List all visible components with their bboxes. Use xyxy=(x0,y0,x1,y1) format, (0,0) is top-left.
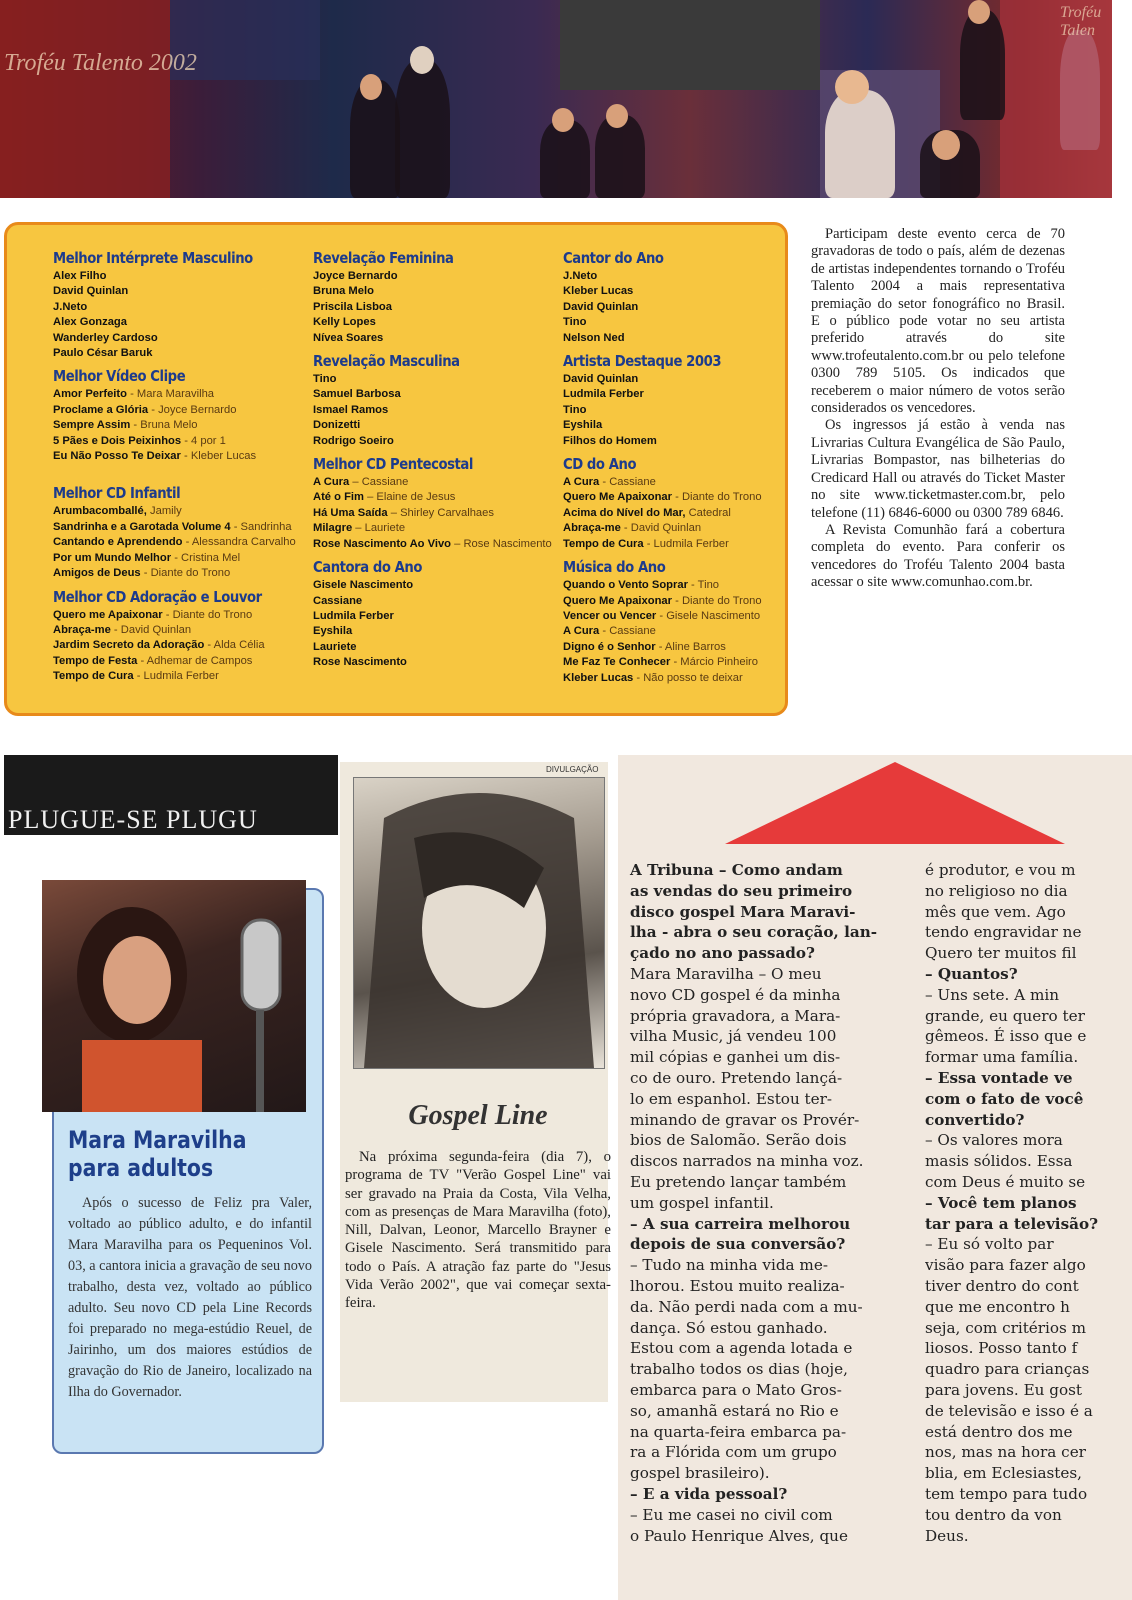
nominee-artist: - Diante do Trono xyxy=(140,567,231,580)
nominee-title: Alex Gonzaga xyxy=(53,316,127,329)
nominee-item xyxy=(313,434,552,449)
nominee-item xyxy=(53,269,296,284)
interview-question-line: as vendas do seu primeiro xyxy=(630,881,853,900)
plugue-se-paragraph: Após o sucesso de Feliz pra Valer, voltado ao público adulto, e do infantil Mara Maravilha para os Pequeninos Vol. 03, a cantora inicia a gravação de seu novo trabalho, desta vez, voltado ao público adulto. Seu novo CD pela Line Records foi preparado no mega-estúdio Reuel, de Jairinho, um dos maiores estúdios de gravação do Rio de Janeiro, localizado na Ilha do Governador. xyxy=(68,1195,312,1400)
nominee-title: Lauriete xyxy=(313,640,357,653)
nominee-item xyxy=(53,449,296,464)
nominee-title: Filhos do Homem xyxy=(563,434,657,447)
nominee-title: Proclame a Glória xyxy=(53,403,149,416)
nominee-title: Jardim Secreto da Adoração xyxy=(53,639,205,652)
nominee-artist: - David Quinlan xyxy=(110,623,192,636)
nominee-item xyxy=(53,387,296,402)
gospel-line-title: Gospel Line xyxy=(408,1100,548,1131)
nominee-item xyxy=(313,624,552,639)
nominee-item xyxy=(563,475,762,490)
nominee-title: Priscila Lisboa xyxy=(313,300,392,313)
interview-answer-line: – Uns sete. A min xyxy=(925,985,1059,1004)
nominee-item xyxy=(53,331,296,346)
award-category-title: Cantor do Ano xyxy=(563,249,664,267)
award-category-title: Artista Destaque 2003 xyxy=(563,352,722,371)
nominee-title: Rodrigo Soeiro xyxy=(313,434,394,447)
nominee-item xyxy=(563,594,762,609)
nominee-artist: - Cassiane xyxy=(599,476,656,489)
nominee-item xyxy=(563,490,762,505)
interview-question-line: – E a vida pessoal? xyxy=(630,1484,788,1503)
interview-answer-line: embarca para o Mato Gros- xyxy=(630,1380,842,1399)
nominee-title: Tino xyxy=(563,316,587,329)
nominee-title: Tempo de Cura xyxy=(563,537,644,550)
nominee-item xyxy=(53,535,296,550)
interview-question-line: depois de sua conversão? xyxy=(630,1235,846,1254)
nominee-item xyxy=(53,520,296,535)
nominee-title: Kleber Lucas xyxy=(563,671,634,684)
nominee-item xyxy=(563,269,762,284)
nominee-title: Amigos de Deus xyxy=(53,567,141,580)
interview-column-1 xyxy=(630,860,908,1546)
interview-answer-line: mil cópias e ganhei um dis- xyxy=(630,1048,841,1067)
nominee-item xyxy=(563,506,762,521)
spacer xyxy=(53,464,296,478)
interview-answer-line: tiver dentro do cont xyxy=(925,1276,1079,1295)
interview-answer-line: lhorou. Estou muito realiza- xyxy=(630,1276,845,1295)
nominee-item xyxy=(313,640,552,655)
interview-answer-line: com Deus é muito se xyxy=(925,1172,1086,1191)
interview-answer-line: discos narrados na minha voz. xyxy=(630,1152,864,1171)
nominee-item xyxy=(563,387,762,402)
nominee-item xyxy=(313,521,552,536)
event-article-text xyxy=(811,226,1065,592)
award-category-title: Melhor CD Pentecostal xyxy=(313,455,473,474)
nominee-item xyxy=(563,609,762,624)
nominee-title: Abraça-me xyxy=(53,623,111,636)
nominee-title: Amor Perfeito xyxy=(53,388,127,401)
nominee-item xyxy=(563,300,762,315)
nominee-title: Cantando e Aprendendo xyxy=(53,536,183,549)
nominee-item xyxy=(313,269,552,284)
nominee-artist: - Cristina Mel xyxy=(171,551,241,564)
nominee-title: David Quinlan xyxy=(563,373,639,386)
interview-answer-line: – Eu só volto par xyxy=(925,1235,1054,1254)
nominee-item xyxy=(313,331,552,346)
nominee-item xyxy=(53,623,296,638)
nominee-item xyxy=(563,578,762,593)
nominee-title: Bruna Melo xyxy=(313,285,374,298)
interview-answer-line: Quero ter muitos fil xyxy=(925,944,1077,963)
nominee-item xyxy=(313,418,552,433)
nominee-artist: Jamily xyxy=(146,505,182,518)
nominee-title: 5 Pães e Dois Peixinhos xyxy=(53,434,182,447)
interview-question-line: tar para a televisão? xyxy=(925,1214,1098,1233)
nominee-artist: - Alessandra Carvalho xyxy=(182,536,296,549)
nominee-title: Rose Nascimento xyxy=(313,656,407,669)
nominee-item xyxy=(313,609,552,624)
award-category-title: Cantora do Ano xyxy=(313,558,423,577)
interview-answer-line: – Tudo na minha vida me- xyxy=(630,1256,828,1275)
nominee-artist: - Bruna Melo xyxy=(130,419,198,432)
interview-answer-line: da. Não perdi nada com a mu- xyxy=(630,1297,863,1316)
nominee-item xyxy=(313,490,552,505)
nominee-title: A Cura xyxy=(563,625,600,638)
nominee-item xyxy=(53,669,296,684)
nominee-title: David Quinlan xyxy=(53,285,129,298)
nominee-item xyxy=(563,284,762,299)
nominee-artist: - Joyce Bernardo xyxy=(148,403,237,416)
article-paragraph: Participam deste evento cerca de 70 gravadoras de todo o país, além de dezenas de artistas independentes tornando o Troféu Talento 2004 a mais representativa premiação do setor fonográfico no Brasil. E o público pode votar no seu artista preferido através do site www.trofeutalento.com.br ou pelo telefone 0300 789 5105. Os indicados que receberem o maior número de votos serão considerados os vencedores. xyxy=(811,226,1065,417)
nominee-title: Cassiane xyxy=(313,594,363,607)
nominee-title: Joyce Bernardo xyxy=(313,270,398,282)
nominee-title: Alex Filho xyxy=(53,270,107,282)
nominee-title: Milagre xyxy=(313,522,353,535)
nominee-artist: - Mara Maravilha xyxy=(126,388,215,401)
nominee-item xyxy=(53,434,296,449)
nominee-artist: – Cassiane xyxy=(349,476,409,489)
nominee-item xyxy=(53,504,296,519)
interview-answer-line: grande, eu quero ter xyxy=(925,1006,1085,1025)
nominee-title: Abraça-me xyxy=(563,522,621,535)
nominee-title: Eyshila xyxy=(563,419,603,432)
nominee-item xyxy=(53,638,296,653)
nominee-artist: - Gisele Nascimento xyxy=(656,609,761,622)
interview-column-2 xyxy=(925,860,1132,1600)
nominee-item xyxy=(53,300,296,315)
interview-answer-line: trabalho todos os dias (hoje, xyxy=(630,1360,848,1379)
nominee-item xyxy=(563,315,762,330)
award-category-title: CD do Ano xyxy=(563,455,637,474)
nominee-title: Há Uma Saída xyxy=(313,506,388,519)
nominee-title: Quero me Apaixonar xyxy=(53,608,163,621)
nominee-artist: - David Quinlan xyxy=(620,522,702,535)
interview-answer-line: nos, mas na hora cer xyxy=(925,1443,1086,1462)
nominee-item xyxy=(563,372,762,387)
nominee-item xyxy=(313,594,552,609)
plugue-se-header-text: PLUGUE-SE PLUGU xyxy=(8,805,258,834)
interview-answer-line: é produtor, e vou m xyxy=(925,861,1076,879)
nominee-artist: - Aline Barros xyxy=(655,640,726,653)
award-category-title: Revelação Masculina xyxy=(313,352,460,371)
interview-question-line: A Tribuna – Como andam xyxy=(630,861,843,879)
nominee-item xyxy=(313,387,552,402)
nominee-title: Sandrinha e a Garotada Volume 4 xyxy=(53,520,231,533)
award-category-title: Música do Ano xyxy=(563,558,666,577)
nominee-title: Tempo de Festa xyxy=(53,654,138,667)
nominee-artist: - Não posso te deixar xyxy=(633,671,743,684)
interview-answer-line: seja, com critérios m xyxy=(925,1318,1087,1337)
nominee-item xyxy=(563,624,762,639)
interview-answer-line: minando de gravar os Provér- xyxy=(630,1110,860,1129)
nominee-artist: – Lauriete xyxy=(352,522,406,535)
interview-question-line: – Você tem planos xyxy=(925,1193,1077,1212)
award-category-title: Revelação Feminina xyxy=(313,249,454,267)
interview-answer-line: um gospel infantil. xyxy=(630,1193,774,1212)
interview-answer-line: novo CD gospel é da minha xyxy=(630,985,841,1004)
event-photo-banner xyxy=(0,0,1112,198)
award-category-title: Melhor CD Adoração e Louvor xyxy=(53,587,262,606)
nominee-item xyxy=(563,418,762,433)
nominee-artist: - Kleber Lucas xyxy=(180,450,257,463)
interview-answer-line: – Os valores mora xyxy=(925,1131,1063,1150)
nominee-title: Quero Me Apaixonar xyxy=(563,594,672,607)
nominee-item xyxy=(53,315,296,330)
nominee-title: Ludmila Ferber xyxy=(563,388,644,401)
nominee-item xyxy=(313,655,552,670)
interview-answer-line: própria gravadora, a Mara- xyxy=(630,1006,841,1025)
award-category-title: Melhor Intérprete Masculino xyxy=(53,249,253,267)
nominee-item xyxy=(563,434,762,449)
nominee-item xyxy=(563,537,762,552)
nominee-title: J.Neto xyxy=(563,270,598,282)
nominee-artist: - Diante do Trono xyxy=(672,594,762,607)
mara-maravilha-studio-photo xyxy=(42,880,306,1112)
nominee-item xyxy=(563,403,762,418)
nominee-artist: - 4 por 1 xyxy=(181,434,226,447)
nominee-artist: - Cassiane xyxy=(599,625,656,638)
nominee-title: Nívea Soares xyxy=(313,331,384,344)
nominee-title: Quero Me Apaixonar xyxy=(563,491,672,504)
interview-answer-line: tendo engravidar ne xyxy=(925,923,1082,942)
nominee-title: Kelly Lopes xyxy=(313,316,376,329)
nominee-title: Samuel Barbosa xyxy=(313,388,401,401)
nominee-title: Sempre Assim xyxy=(53,419,131,432)
interview-answer-line: masis sólidos. Essa xyxy=(925,1152,1073,1171)
awards-column-2 xyxy=(313,249,552,671)
nominee-title: Nelson Ned xyxy=(563,331,625,344)
plugue-se-title: Mara Maravilha para adultos xyxy=(68,1126,247,1182)
interview-answer-line: vilha Music, já vendeu 100 xyxy=(630,1027,837,1046)
interview-answer-line: na quarta-feira embarca pa- xyxy=(630,1422,847,1441)
nominee-title: David Quinlan xyxy=(563,300,639,313)
nominee-title: Vencer ou Vencer xyxy=(563,609,657,622)
interview-answer-line: de televisão e isso é a xyxy=(925,1401,1093,1420)
nominee-item xyxy=(313,578,552,593)
interview-question-line: com o fato de você xyxy=(925,1089,1084,1108)
nominee-artist: - Sandrinha xyxy=(230,520,292,533)
article-paragraph: A Revista Comunhão fará a cobertura completa do evento. Para conferir os vencedores do Troféu Talento 2004 basta acessar o site www.comunhao.com.br. xyxy=(811,521,1065,591)
nominee-artist: - Diante do Trono xyxy=(162,608,253,621)
nominee-item xyxy=(313,315,552,330)
portrait-illustration xyxy=(354,778,604,1068)
nominee-title: Tino xyxy=(313,373,337,386)
red-triangle-ornament xyxy=(725,762,1065,844)
nominee-artist: - Márcio Pinheiro xyxy=(670,656,759,669)
nominee-item xyxy=(313,300,552,315)
nominee-artist: - Tino xyxy=(687,579,720,592)
nominee-title: Quando o Vento Soprar xyxy=(563,579,688,592)
interview-question-line: çado no ano passado? xyxy=(630,944,815,963)
nominee-item xyxy=(53,284,296,299)
nominee-title: Digno é o Senhor xyxy=(563,640,656,653)
interview-answer-line: gospel brasileiro). xyxy=(630,1464,770,1483)
interview-question-line: – Essa vontade ve xyxy=(925,1068,1073,1087)
interview-answer-line: que me encontro h xyxy=(925,1297,1070,1316)
interview-answer-line: ra a Flórida com um grupo xyxy=(630,1443,837,1462)
nominee-artist: – Rose Nascimento xyxy=(451,537,552,550)
nominee-title: Acima do Nível do Mar, xyxy=(563,506,686,519)
interview-answer-line: o Paulo Henrique Alves, que xyxy=(630,1526,848,1545)
nominee-title: Eu Não Posso Te Deixar xyxy=(53,450,181,463)
interview-answer-line: bios de Salomão. Serão dois xyxy=(630,1131,847,1150)
nominee-title: Wanderley Cardoso xyxy=(53,331,158,344)
nominee-artist: - Ludmila Ferber xyxy=(643,537,729,550)
nominee-title: Rose Nascimento Ao Vivo xyxy=(313,537,452,550)
plugue-se-body xyxy=(68,1193,312,1403)
interview-answer-line: – Eu me casei no civil com xyxy=(630,1505,833,1524)
interview-answer-line: Eu pretendo lançar também xyxy=(630,1172,847,1191)
nominee-title: Tino xyxy=(563,403,587,416)
nominee-artist: - Ludmila Ferber xyxy=(133,670,219,683)
interview-answer-line: co de ouro. Pretendo lançá- xyxy=(630,1068,843,1087)
interview-answer-line: lo em espanhol. Estou ter- xyxy=(630,1089,833,1108)
nominee-title: Gisele Nascimento xyxy=(313,579,414,592)
awards-column-1 xyxy=(53,249,296,685)
nominee-title: Por um Mundo Melhor xyxy=(53,551,172,564)
nominee-item xyxy=(563,655,762,670)
mara-maravilha-portrait-photo xyxy=(353,777,605,1069)
nominee-item xyxy=(313,475,552,490)
interview-answer-line: liosos. Posso tanto f xyxy=(925,1339,1078,1358)
gospel-line-paragraph: Na próxima segunda-feira (dia 7), o programa de TV "Verão Gospel Line" vai ser gravado na Praia da Costa, Vila Velha, com as presenças de Mara Maravilha (foto), Nill, Dalvan, Leonor, Marcello Brayner e Gisele Nascimento. Será transmitido para todo o País. A atração faz parte do "Jesus Vida Verão 2002", que vai começar sexta-feira. xyxy=(345,1149,611,1312)
award-category-title: Melhor Vídeo Clipe xyxy=(53,367,186,386)
interview-answer-line: está dentro dos me xyxy=(925,1422,1073,1441)
interview-answer-line: blia, em Eclesiastes, xyxy=(925,1464,1083,1483)
article-paragraph: Os ingressos já estão à venda nas Livrarias Cultura Evangélica de São Paulo, Livrarias Bompastor, nas bilheterias do Credicard Hall ou através do Ticket Master no site www.ticketmaster.com.br, pelo telefone (11) 6846-6000 ou 0300 789 6846. xyxy=(811,417,1065,521)
interview-question-line: lha - abra o seu coração, lan- xyxy=(630,923,878,942)
interview-answer-line: gêmeos. É isso que e xyxy=(925,1027,1087,1046)
interview-answer-line: Estou com a agenda lotada e xyxy=(630,1339,853,1358)
nominee-item xyxy=(53,418,296,433)
nominee-artist: - Adhemar de Campos xyxy=(137,654,253,667)
trofeu-talento-logo-right: Troféu Talen xyxy=(1060,4,1102,39)
gospel-line-body xyxy=(345,1148,611,1313)
interview-answer-line: para jovens. Eu gost xyxy=(925,1380,1083,1399)
nominee-item xyxy=(313,403,552,418)
trofeu-talento-logo: Troféu Talento 2002 xyxy=(4,50,197,76)
nominee-title: Paulo César Baruk xyxy=(53,347,153,360)
awards-nominees-box xyxy=(4,222,788,716)
nominee-item xyxy=(53,566,296,581)
nominee-title: Até o Fim xyxy=(313,491,364,504)
interview-answer-line: no religioso no dia xyxy=(925,881,1068,900)
nominee-artist: – Elaine de Jesus xyxy=(363,491,456,504)
nominee-title: Arumbacomballé, xyxy=(53,505,147,518)
nominee-title: Ismael Ramos xyxy=(313,403,389,416)
interview-answer-line: dança. Só estou ganhado. xyxy=(630,1318,828,1337)
interview-question-line: – Quantos? xyxy=(925,964,1018,983)
nominee-title: Donizetti xyxy=(313,419,361,432)
nominee-item xyxy=(313,537,552,552)
nominee-item xyxy=(563,521,762,536)
interview-answer-line: tem tempo para tudo xyxy=(925,1484,1088,1503)
interview-answer-line: Mara Maravilha – O meu xyxy=(630,964,822,983)
nominee-item xyxy=(313,506,552,521)
interview-question-line: disco gospel Mara Maravi- xyxy=(630,902,856,921)
nominee-title: J.Neto xyxy=(53,300,88,313)
nominee-title: Tempo de Cura xyxy=(53,670,134,683)
nominee-item xyxy=(563,640,762,655)
award-category-title: Melhor CD Infantil xyxy=(53,484,181,503)
nominee-title: A Cura xyxy=(563,476,600,489)
interview-question-line: convertido? xyxy=(925,1110,1025,1129)
interview-answer-line: visão para fazer algo xyxy=(925,1256,1086,1275)
interview-answer-line: so, amanhã estará no Rio e xyxy=(630,1401,839,1420)
nominee-item xyxy=(53,403,296,418)
nominee-item xyxy=(563,671,762,686)
nominee-item xyxy=(53,551,296,566)
nominee-item xyxy=(563,331,762,346)
nominee-title: A Cura xyxy=(313,476,350,489)
nominee-title: Eyshila xyxy=(313,625,353,638)
microphone-illustration xyxy=(42,880,306,1112)
interview-answer-line: Deus. xyxy=(925,1526,969,1545)
nominee-title: Me Faz Te Conhecer xyxy=(563,656,671,669)
interview-answer-line: formar uma família. xyxy=(925,1048,1079,1067)
nominee-item xyxy=(53,654,296,669)
nominee-item xyxy=(313,372,552,387)
interview-answer-line: tou dentro da von xyxy=(925,1505,1062,1524)
awards-column-3 xyxy=(563,249,762,686)
interview-answer-line: mês que vem. Ago xyxy=(925,902,1066,921)
nominee-title: Kleber Lucas xyxy=(563,285,634,298)
interview-answer-line: quadro para crianças xyxy=(925,1360,1090,1379)
nominee-artist: - Diante do Trono xyxy=(672,491,762,504)
nominee-item xyxy=(313,284,552,299)
nominee-artist: Catedral xyxy=(685,506,731,519)
nominee-item xyxy=(53,346,296,361)
nominee-artist: – Shirley Carvalhaes xyxy=(387,506,494,519)
photo-credit: DIVULGAÇÃO xyxy=(546,765,599,774)
nominee-artist: - Alda Célia xyxy=(204,639,265,652)
interview-question-line: – A sua carreira melhorou xyxy=(630,1214,851,1233)
nominee-title: Ludmila Ferber xyxy=(313,609,394,622)
nominee-item xyxy=(53,608,296,623)
